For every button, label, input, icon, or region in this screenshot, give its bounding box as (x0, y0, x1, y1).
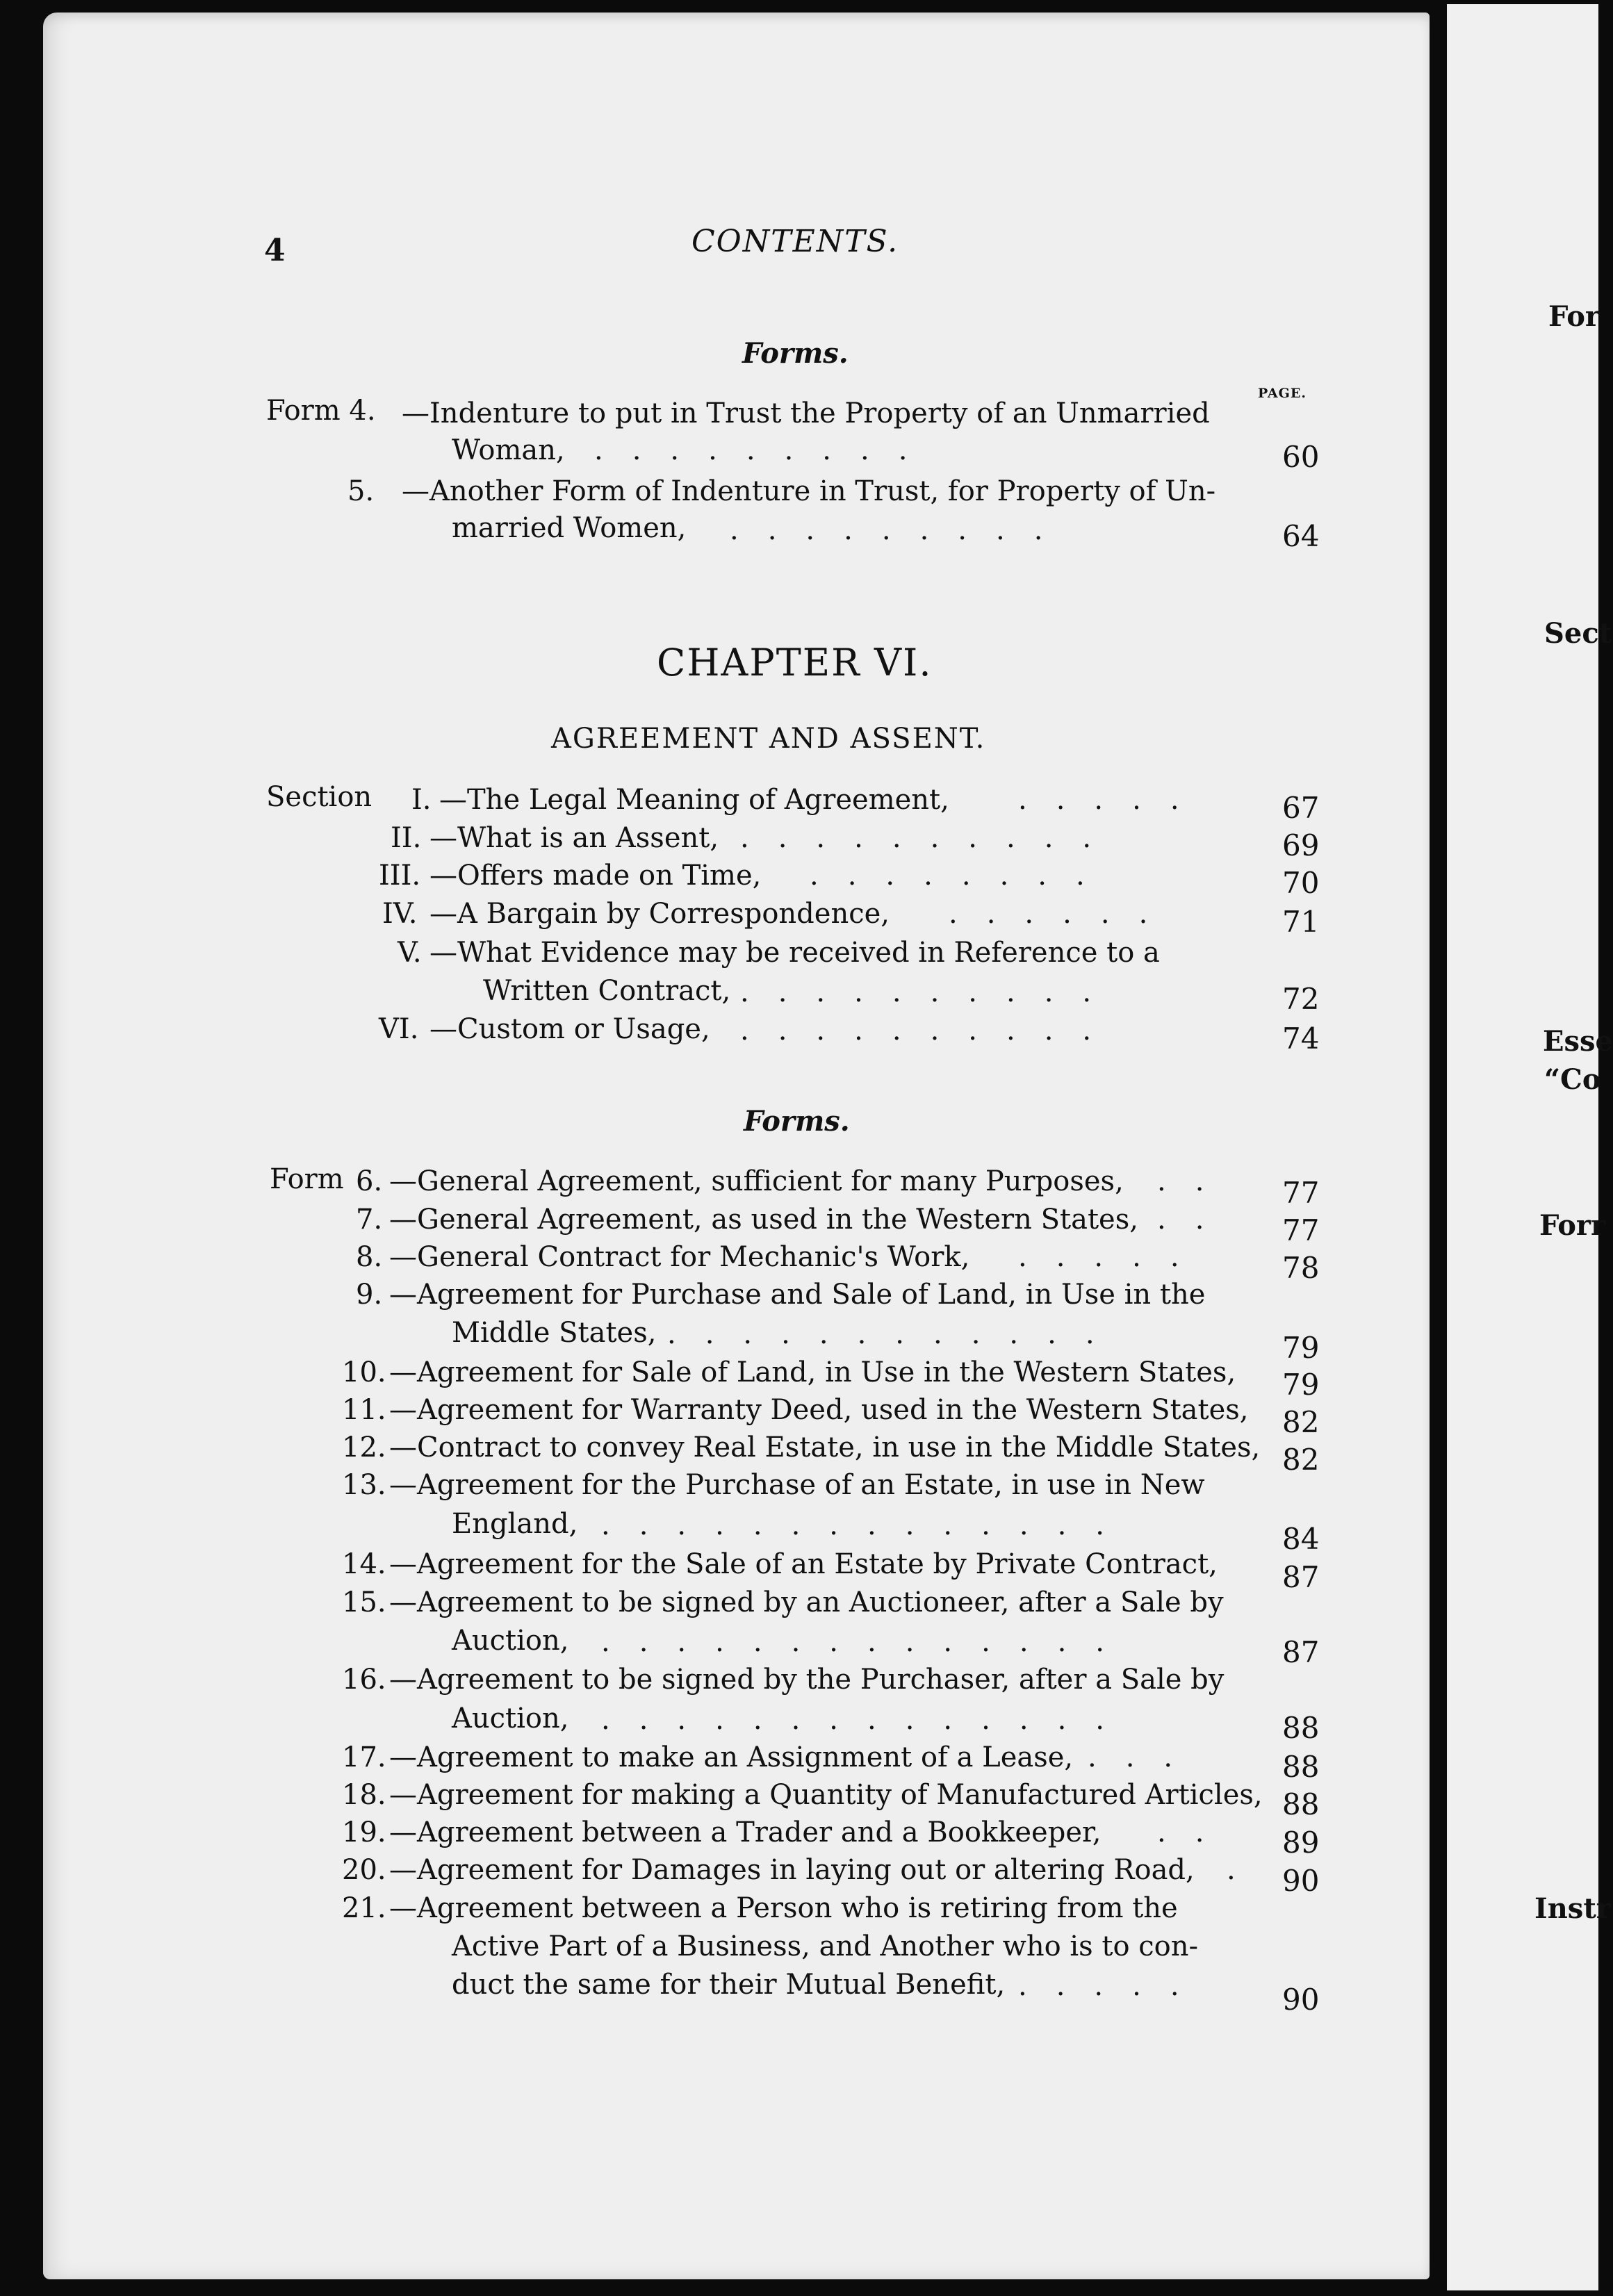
toc-entry-line: Written Contract, (483, 975, 731, 1007)
toc-entry-line: —Offers made on Time, (429, 860, 762, 892)
toc-entry-number: 17. (342, 1741, 386, 1773)
toc-form-lead: Form (270, 1163, 344, 1195)
page-column-label: PAGE. (1258, 386, 1307, 401)
toc-entry-line: —Agreement for Purchase and Sale of Land, in Use in the (389, 1279, 1206, 1311)
toc-entry-number: 16. (342, 1664, 386, 1696)
toc-entry-number: 18. (342, 1779, 386, 1811)
toc-entry-number: 9. (356, 1279, 383, 1311)
toc-entry-line: —Agreement to be signed by the Purchaser, after a Sale by (389, 1664, 1225, 1696)
toc-entry-number: II. (391, 822, 422, 854)
running-head: CONTENTS. (691, 224, 899, 259)
toc-entry-line: —The Legal Meaning of Agreement, (439, 784, 949, 816)
toc-entry-line: —Another Form of Indenture in Trust, for Property of Un- (402, 475, 1216, 507)
toc-page-number: 82 (1282, 1443, 1320, 1477)
facing-page-fragment: Instr (1534, 1892, 1611, 1925)
toc-page-number: 84 (1282, 1522, 1320, 1556)
toc-entry-number: 13. (342, 1469, 386, 1501)
toc-page-number: 79 (1282, 1331, 1320, 1365)
toc-entry-line: —Agreement between a Person who is retiring from the (389, 1892, 1178, 1924)
toc-entry-number: 19. (342, 1817, 386, 1848)
facing-page (1447, 4, 1598, 2290)
toc-page-number: 89 (1282, 1826, 1320, 1860)
toc-page-number: 74 (1282, 1022, 1320, 1056)
leader-dots: ......... (730, 514, 1072, 546)
leader-dots: .............. (601, 1704, 1134, 1736)
toc-entry-number: 20. (342, 1854, 386, 1886)
toc-page-number: 79 (1282, 1368, 1320, 1402)
toc-entry-number: 8. (356, 1241, 383, 1273)
leader-dots: .......... (740, 1015, 1121, 1047)
toc-entry-number: I. (411, 784, 432, 816)
forms-heading-b: Forms. (744, 1105, 850, 1138)
toc-entry-line: Woman, (452, 434, 565, 466)
leader-dots: ..... (1018, 784, 1209, 816)
leader-dots: ... (1088, 1741, 1202, 1773)
toc-entry-line: —What Evidence may be received in Reference to a (429, 937, 1160, 969)
toc-page-number: 87 (1282, 1560, 1320, 1594)
chapter-subtitle: AGREEMENT AND ASSENT. (551, 723, 986, 755)
toc-entry-line: —Agreement for Sale of Land, in Use in the Western States, (389, 1356, 1236, 1388)
toc-entry-number: III. (379, 860, 421, 892)
chapter-title: CHAPTER VI. (657, 641, 933, 684)
leader-dots: ........ (810, 860, 1114, 892)
toc-page-number: 82 (1282, 1405, 1320, 1439)
toc-page-number: 77 (1282, 1213, 1320, 1247)
leader-dots: .. (1157, 1165, 1234, 1197)
toc-page-number: 88 (1282, 1787, 1320, 1821)
toc-entry-line: —Agreement for Warranty Deed, used in the Western States, (389, 1394, 1249, 1426)
toc-entry-line: —Agreement for the Purchase of an Estate, in use in New (389, 1469, 1205, 1501)
leader-dots: ...... (949, 898, 1177, 930)
toc-entry-line: —What is an Assent, (429, 822, 719, 854)
toc-entry-number: 21. (342, 1892, 386, 1924)
toc-entry-line: —Agreement to be signed by an Auctioneer, after a Sale by (389, 1586, 1224, 1618)
toc-entry-line: Auction, (452, 1625, 569, 1657)
toc-page-number: 77 (1282, 1176, 1320, 1210)
page-number: 4 (264, 233, 286, 268)
toc-page-number: 71 (1282, 905, 1320, 939)
leader-dots: ............ (667, 1318, 1124, 1350)
toc-section-lead: Section (266, 781, 372, 813)
toc-entry-line: —Agreement for the Sale of an Estate by Private Contract, (389, 1548, 1218, 1580)
toc-entry-number: 10. (342, 1356, 386, 1388)
toc-entry-number: 15. (342, 1586, 386, 1618)
leader-dots: ..... (1018, 1970, 1209, 2002)
leader-dots: .. (1157, 1817, 1234, 1848)
toc-entry-number: 12. (342, 1432, 386, 1463)
toc-entry-number: 11. (342, 1394, 386, 1426)
toc-entry-number: 6. (356, 1165, 383, 1197)
toc-entry-line: Active Part of a Business, and Another who is to con- (452, 1930, 1199, 1962)
toc-entry-line: —General Agreement, as used in the Western States, (389, 1204, 1138, 1236)
toc-entry-line: —A Bargain by Correspondence, (429, 898, 890, 930)
toc-entry-number: 7. (356, 1204, 383, 1236)
toc-page-number: 69 (1282, 828, 1320, 862)
toc-entry-line: —Agreement between a Trader and a Bookkeeper, (389, 1817, 1102, 1848)
toc-entry-line: —Custom or Usage, (429, 1013, 710, 1045)
toc-entry-line: —Contract to convey Real Estate, in use in the Middle States, (389, 1432, 1261, 1463)
toc-entry-line: —Agreement for making a Quantity of Manufactured Articles, (389, 1779, 1263, 1811)
toc-page-number: 70 (1282, 866, 1320, 900)
toc-page-number: 90 (1282, 1864, 1320, 1898)
leader-dots: .......... (740, 976, 1121, 1008)
leader-dots: .......... (740, 822, 1121, 854)
toc-entry-number: 14. (342, 1548, 386, 1580)
leader-dots: ..... (1018, 1241, 1209, 1273)
leader-dots: . (1227, 1854, 1265, 1886)
toc-entry-line: —Indenture to put in Trust the Property of an Unmarried (402, 397, 1210, 429)
toc-form-lead: Form 4. (266, 395, 376, 427)
toc-entry-line: England, (452, 1508, 578, 1540)
toc-entry-line: —Agreement to make an Assignment of a Lease, (389, 1741, 1074, 1773)
toc-entry-line: —General Agreement, sufficient for many Purposes, (389, 1165, 1124, 1197)
toc-entry-number: IV. (382, 898, 418, 930)
facing-page-fragment: Forr (1539, 1209, 1606, 1242)
leader-dots: .. (1157, 1204, 1234, 1236)
toc-page-number: 64 (1282, 519, 1320, 553)
facing-page-fragment: For (1548, 300, 1600, 333)
toc-page-number: 90 (1282, 1983, 1320, 2017)
toc-page-number: 88 (1282, 1711, 1320, 1745)
toc-page-number: 78 (1282, 1251, 1320, 1285)
toc-entry-line: duct the same for their Mutual Benefit, (452, 1969, 1006, 2001)
toc-entry-line: —General Contract for Mechanic's Work, (389, 1241, 970, 1273)
toc-entry-line: —Agreement for Damages in laying out or altering Road, (389, 1854, 1195, 1886)
toc-page-number: 72 (1282, 982, 1320, 1016)
facing-page-fragment: Esse (1543, 1025, 1613, 1058)
toc-page-number: 60 (1282, 440, 1320, 474)
toc-page-number: 67 (1282, 791, 1320, 825)
toc-page-number: 87 (1282, 1635, 1320, 1669)
forms-heading-a: Forms. (742, 337, 849, 370)
toc-entry-number: V. (398, 937, 422, 969)
toc-entry-number: VI. (379, 1013, 419, 1045)
toc-page-number: 88 (1282, 1750, 1320, 1784)
toc-entry-line: Auction, (452, 1703, 569, 1735)
leader-dots: .............. (601, 1509, 1134, 1541)
leader-dots: ......... (594, 434, 937, 466)
leader-dots: .............. (601, 1626, 1134, 1658)
toc-entry-line: married Women, (452, 512, 687, 544)
facing-page-fragment: Sect (1544, 617, 1612, 650)
facing-page-fragment: “Co (1544, 1063, 1601, 1096)
toc-entry-number: 5. (347, 475, 375, 507)
toc-entry-line: Middle States, (452, 1317, 657, 1349)
